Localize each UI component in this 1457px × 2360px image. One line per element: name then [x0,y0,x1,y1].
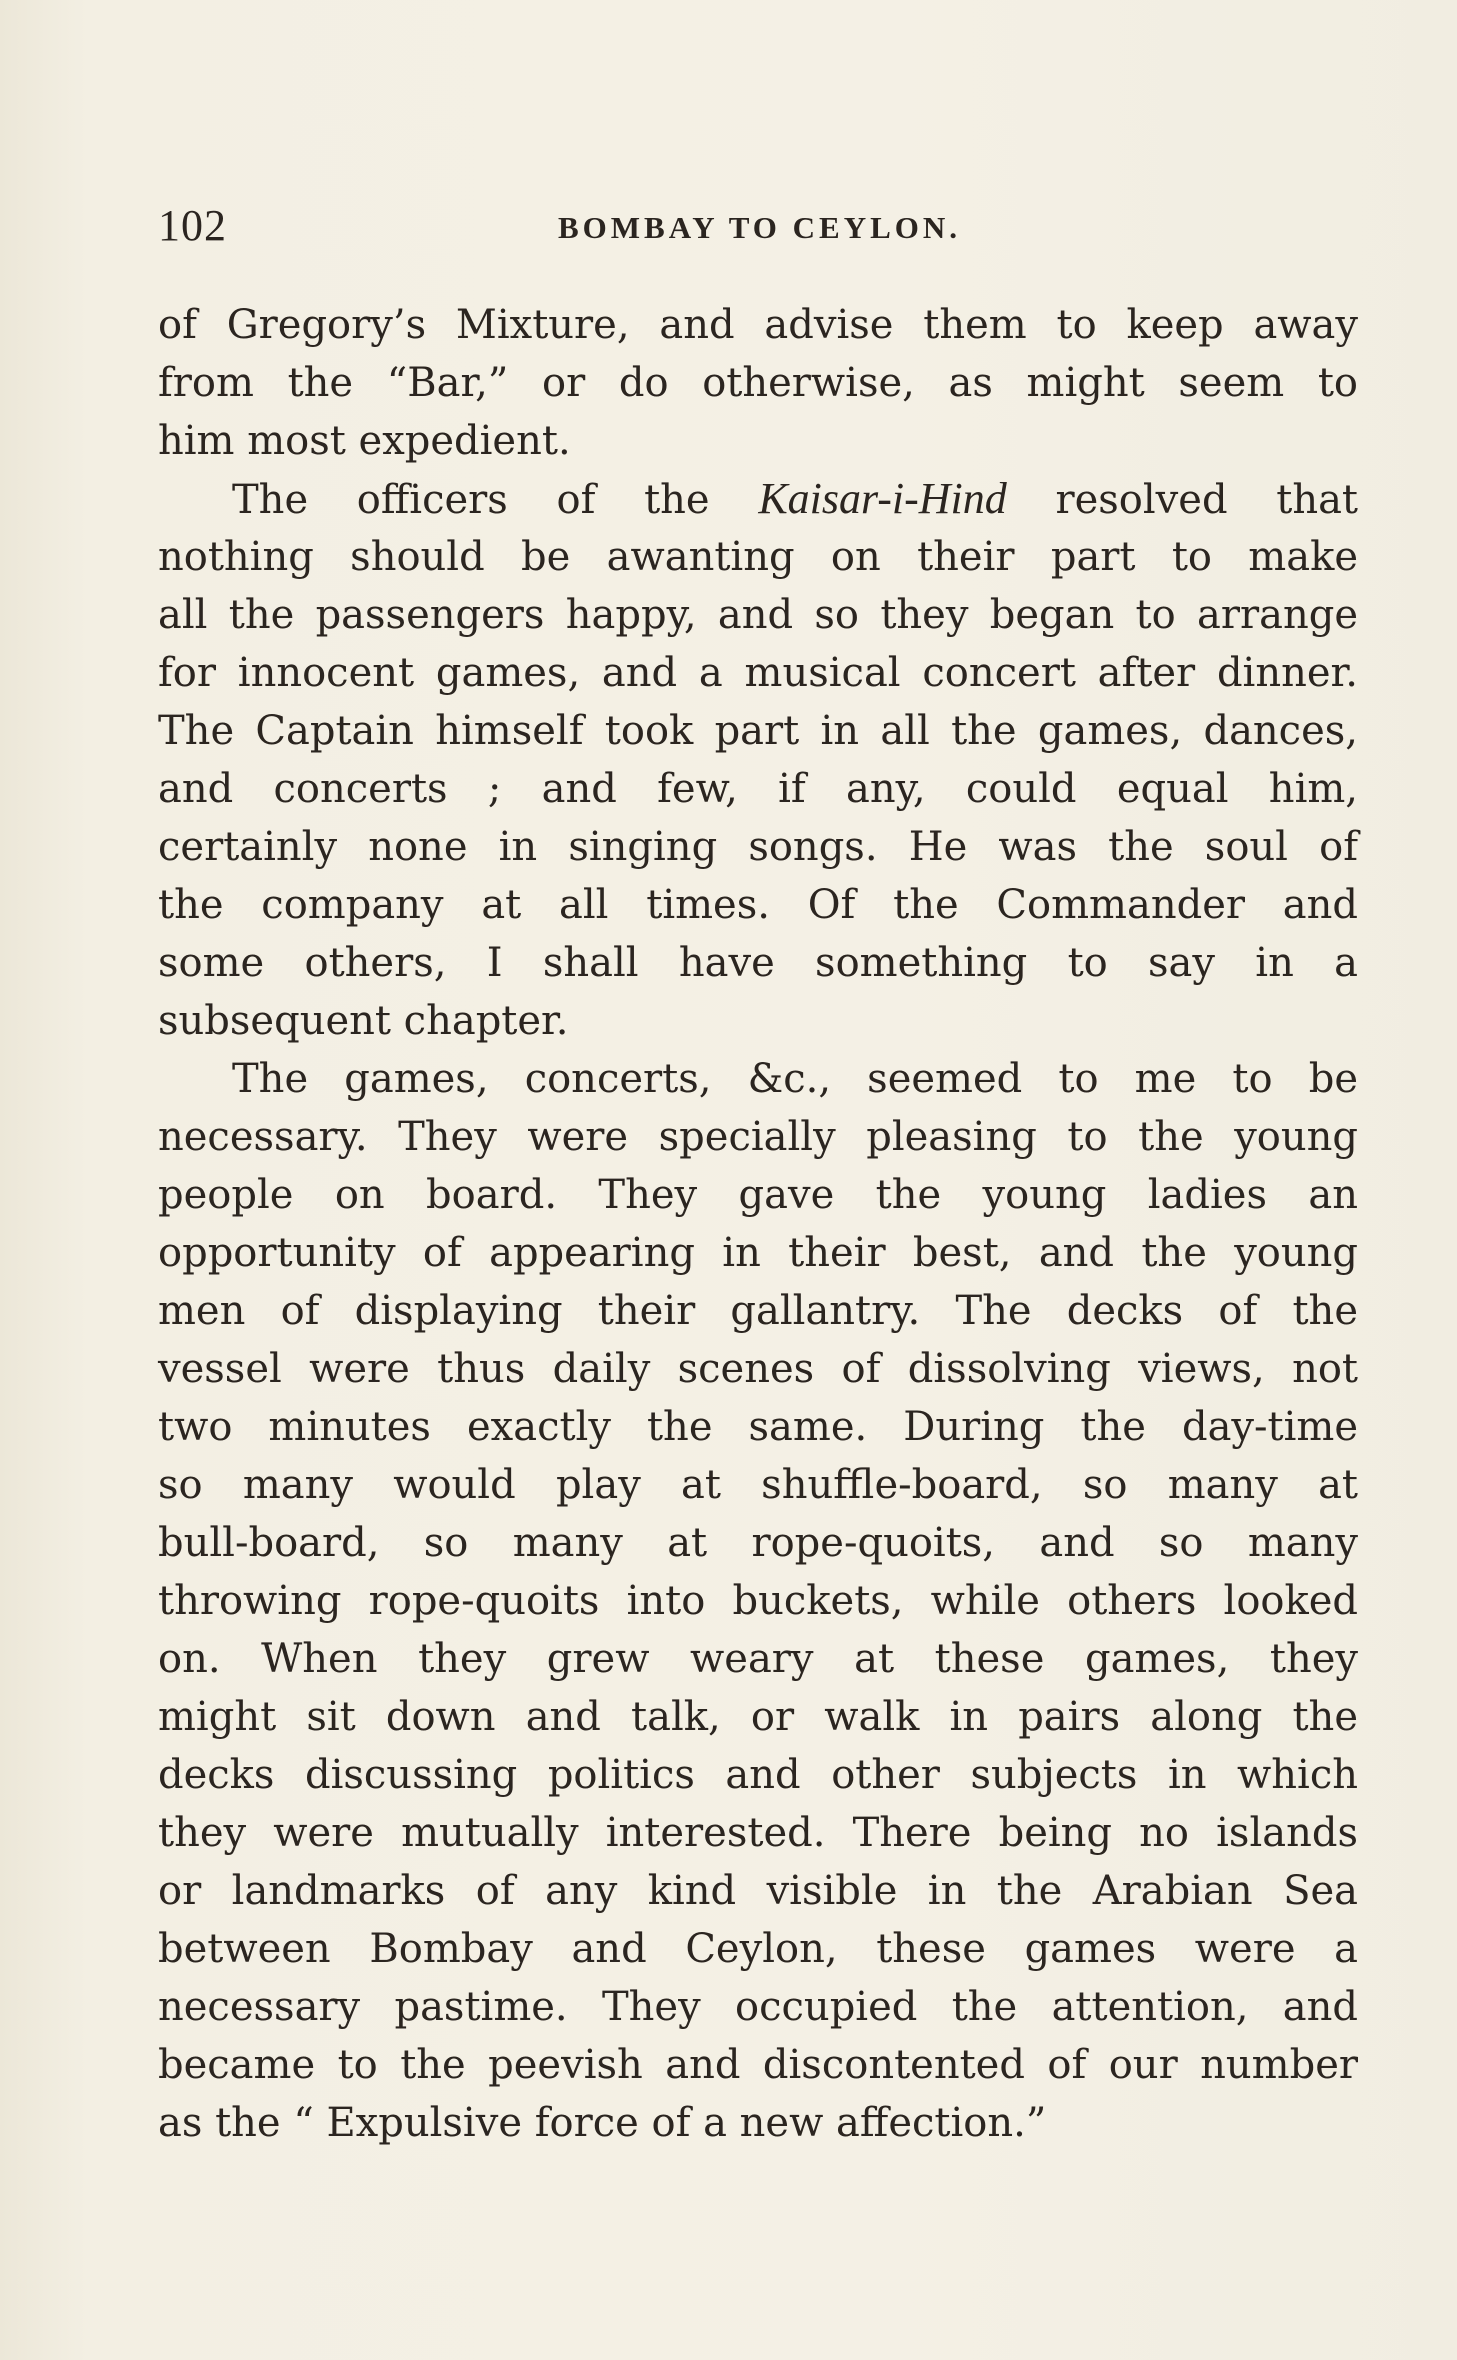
text-line: two minutes exactly the same. During the day-time [158,1404,1358,1450]
text-line: of Gregory’s Mixture, and advise them to keep away [158,302,1358,348]
text-line: necessary. They were specially pleasing to the young [158,1114,1358,1160]
text-line: vessel were thus daily scenes of dissolving views, not [158,1346,1358,1392]
text-line: subsequent chapter. [158,998,569,1044]
text-line: bull-board, so many at rope-quoits, and so many [158,1520,1358,1566]
text-line: opportunity of appearing in their best, and the young [158,1230,1358,1276]
text-line: between Bombay and Ceylon, these games were a [158,1926,1358,1972]
text-line: nothing should be awanting on their part to make [158,534,1358,580]
text-line: decks discussing politics and other subjects in which [158,1752,1358,1798]
text-line: or landmarks of any kind visible in the Arabian Sea [158,1868,1358,1914]
text-line: the company at all times. Of the Commander and [158,882,1358,928]
text-line: men of displaying their gallantry. The decks of the [158,1288,1358,1334]
text-line [158,470,1358,528]
page-header [158,196,1363,256]
text-line: and concerts ; and few, if any, could equal him, [158,766,1358,812]
text-line: from the “Bar,” or do otherwise, as might seem to [158,360,1358,406]
body-text [158,296,1358,2152]
text-line: might sit down and talk, or walk in pairs along the [158,1694,1358,1740]
ship-name-italic: Kaisar-i-Hind [758,474,1007,523]
text-line: certainly none in singing songs. He was the soul of [158,824,1358,870]
text-line: as the “ Expulsive force of a new affection.” [158,2100,1047,2146]
text-line: people on board. They gave the young ladies an [158,1172,1358,1218]
text-line: so many would play at shuffle-board, so many at [158,1462,1358,1508]
text-line: all the passengers happy, and so they began to arrange [158,592,1358,638]
text-line: for innocent games, and a musical concert after dinner. [158,650,1358,696]
text-line: throwing rope-quoits into buckets, while others looked [158,1578,1358,1624]
text-segment: resolved that [1006,477,1358,523]
text-line: The Captain himself took part in all the games, dances, [158,708,1358,754]
page-number: 102 [158,201,227,250]
text-line: they were mutually interested. There being no islands [158,1810,1358,1856]
running-head: BOMBAY TO CEYLON. [558,210,962,245]
text-line: on. When they grew weary at these games, they [158,1636,1358,1682]
text-line: some others, I shall have something to say in a [158,940,1358,986]
text-line: became to the peevish and discontented of our number [158,2042,1358,2088]
text-line: necessary pastime. They occupied the attention, and [158,1984,1358,2030]
text-line: him most expedient. [158,418,571,464]
text-segment: The officers of the [232,477,759,523]
text-line: The games, concerts, &c., seemed to me to be [232,1056,1358,1102]
